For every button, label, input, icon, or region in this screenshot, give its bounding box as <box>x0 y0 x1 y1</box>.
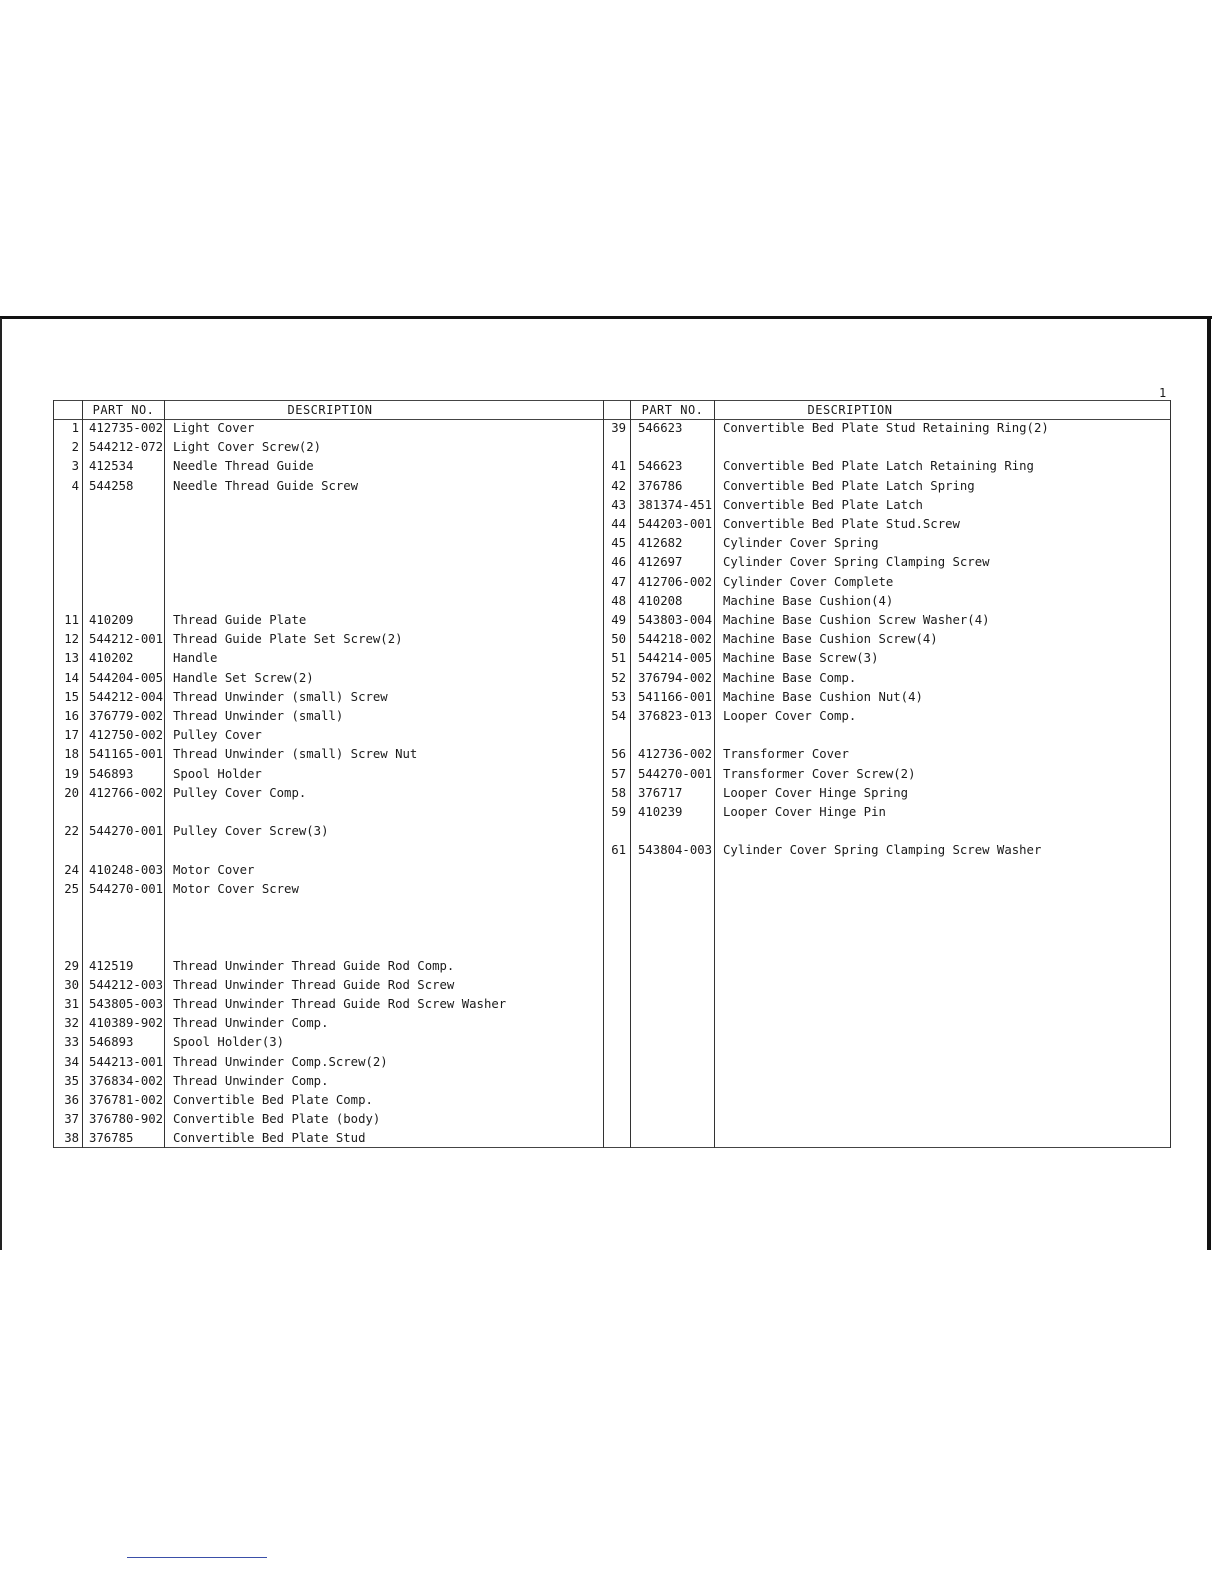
part-number: 541166-001 <box>638 689 713 704</box>
part-description: Convertible Bed Plate Latch <box>723 497 923 512</box>
part-number: 412519 <box>89 958 134 973</box>
part-description: Pulley Cover Comp. <box>173 785 307 800</box>
part-description: Looper Cover Comp. <box>723 709 857 723</box>
part-description: Thread Unwinder (small) <box>173 709 344 723</box>
column-divider <box>53 400 54 1148</box>
part-number: 412682 <box>638 536 683 551</box>
item-number: 39 <box>611 421 626 435</box>
item-number: 57 <box>611 766 626 781</box>
item-number: 17 <box>64 728 79 743</box>
part-description: Thread Unwinder Thread Guide Rod Comp. <box>173 958 455 973</box>
column-divider <box>1170 400 1171 1148</box>
part-description: Handle Set Screw(2) <box>173 670 314 685</box>
part-number: 544270-001 <box>638 766 713 781</box>
part-number: 544213-001 <box>89 1054 164 1069</box>
part-number: 546893 <box>89 1035 134 1050</box>
part-description: Convertible Bed Plate Latch Retaining Ring <box>723 459 1034 474</box>
scan-border-right <box>1207 318 1211 1250</box>
part-description: Thread Unwinder Thread Guide Rod Screw <box>173 977 455 992</box>
item-number: 33 <box>64 1035 79 1050</box>
item-number: 29 <box>64 958 79 973</box>
part-description: Convertible Bed Plate Stud <box>173 1131 366 1146</box>
part-description: Looper Cover Hinge Pin <box>723 805 886 819</box>
item-number: 24 <box>64 862 79 877</box>
part-number: 376823-013 <box>638 709 713 723</box>
item-number: 45 <box>611 536 626 551</box>
item-number: 44 <box>611 517 626 531</box>
item-number: 3 <box>71 459 79 474</box>
part-number: 541165-001 <box>89 747 164 762</box>
part-description: Thread Unwinder Thread Guide Rod Screw Washer <box>173 997 507 1011</box>
item-number: 52 <box>611 670 626 685</box>
item-number: 19 <box>64 766 79 781</box>
item-number: 37 <box>64 1112 79 1127</box>
item-number: 22 <box>64 824 79 839</box>
item-number: 56 <box>611 747 626 762</box>
right-part-no-header: PART NO. <box>641 403 704 417</box>
part-description: Cylinder Cover Spring Clamping Screw <box>723 555 990 570</box>
part-number: 546623 <box>638 459 683 474</box>
part-number: 544214-005 <box>638 651 713 666</box>
part-number: 544212-003 <box>89 977 164 992</box>
left-description-header: DESCRIPTION <box>287 403 373 417</box>
part-number: 376794-002 <box>638 670 713 685</box>
part-description: Cylinder Cover Complete <box>723 574 894 589</box>
item-number: 12 <box>64 632 79 647</box>
scan-border-left <box>0 318 2 1250</box>
item-number: 42 <box>611 478 626 493</box>
part-description: Thread Guide Plate <box>173 613 307 627</box>
part-number: 412534 <box>89 459 134 474</box>
item-number: 30 <box>64 977 79 992</box>
item-number: 25 <box>64 881 79 896</box>
part-number: 412706-002 <box>638 574 713 589</box>
item-number: 41 <box>611 459 626 474</box>
scan-border-top <box>0 316 1212 319</box>
part-number: 412697 <box>638 555 683 570</box>
part-description: Thread Unwinder (small) Screw <box>173 689 388 704</box>
item-number: 31 <box>64 997 79 1011</box>
part-number: 376781-002 <box>89 1093 164 1107</box>
part-description: Needle Thread Guide Screw <box>173 478 359 493</box>
item-number: 32 <box>64 1016 79 1031</box>
item-number: 59 <box>611 805 626 819</box>
part-number: 544218-002 <box>638 632 713 647</box>
part-description: Thread Unwinder (small) Screw Nut <box>173 747 418 762</box>
item-number: 35 <box>64 1073 79 1088</box>
part-number: 376834-002 <box>89 1073 164 1088</box>
part-description: Spool Holder(3) <box>173 1035 285 1050</box>
part-description: Machine Base Cushion Screw Washer(4) <box>723 613 990 627</box>
item-number: 1 <box>71 421 79 435</box>
part-description: Thread Guide Plate Set Screw(2) <box>173 632 403 647</box>
column-divider <box>714 400 715 1148</box>
part-number: 544212-004 <box>89 689 164 704</box>
part-number: 546623 <box>638 421 683 435</box>
part-number: 546893 <box>89 766 134 781</box>
part-description: Convertible Bed Plate Stud Retaining Ring(2) <box>723 421 1049 435</box>
item-number: 43 <box>611 497 626 512</box>
part-number: 543804-003 <box>638 843 713 858</box>
column-divider <box>82 400 83 1148</box>
footnote-rule <box>127 1557 267 1558</box>
part-description: Transformer Cover <box>723 747 849 762</box>
item-number: 46 <box>611 555 626 570</box>
part-number: 544203-001 <box>638 517 713 531</box>
part-description: Thread Unwinder Comp. <box>173 1073 329 1088</box>
part-description: Machine Base Cushion(4) <box>723 593 894 608</box>
part-number: 410248-003 <box>89 862 164 877</box>
part-number: 543803-004 <box>638 613 713 627</box>
part-description: Pulley Cover <box>173 728 262 743</box>
part-description: Machine Base Cushion Screw(4) <box>723 632 938 647</box>
item-number: 34 <box>64 1054 79 1069</box>
part-number: 412735-002 <box>89 421 164 435</box>
part-number: 381374-451 <box>638 497 713 512</box>
part-description: Convertible Bed Plate Latch Spring <box>723 478 975 493</box>
part-description: Convertible Bed Plate (body) <box>173 1112 381 1127</box>
item-number: 49 <box>611 613 626 627</box>
item-number: 58 <box>611 785 626 800</box>
part-description: Spool Holder <box>173 766 262 781</box>
part-description: Cylinder Cover Spring Clamping Screw Washer <box>723 843 1042 858</box>
item-number: 2 <box>71 440 79 455</box>
item-number: 47 <box>611 574 626 589</box>
part-number: 376785 <box>89 1131 134 1146</box>
part-description: Machine Base Comp. <box>723 670 857 685</box>
part-description: Convertible Bed Plate Stud.Screw <box>723 517 960 531</box>
item-number: 53 <box>611 689 626 704</box>
part-description: Machine Base Cushion Nut(4) <box>723 689 923 704</box>
part-description: Needle Thread Guide <box>173 459 314 474</box>
column-divider <box>164 400 165 1148</box>
part-number: 412736-002 <box>638 747 713 762</box>
part-number: 544270-001 <box>89 824 164 839</box>
part-number: 544212-001 <box>89 632 164 647</box>
item-number: 13 <box>64 651 79 666</box>
part-description: Convertible Bed Plate Comp. <box>173 1093 373 1107</box>
item-number: 15 <box>64 689 79 704</box>
item-number: 48 <box>611 593 626 608</box>
part-number: 544204-005 <box>89 670 164 685</box>
item-number: 50 <box>611 632 626 647</box>
part-description: Thread Unwinder Comp. <box>173 1016 329 1031</box>
part-number: 410239 <box>638 805 683 819</box>
item-number: 20 <box>64 785 79 800</box>
item-number: 36 <box>64 1093 79 1107</box>
right-description-header: DESCRIPTION <box>807 403 893 417</box>
item-number: 14 <box>64 670 79 685</box>
item-number: 51 <box>611 651 626 666</box>
part-number: 410202 <box>89 651 134 666</box>
part-number: 376786 <box>638 478 683 493</box>
part-number: 544270-001 <box>89 881 164 896</box>
part-description: Looper Cover Hinge Spring <box>723 785 909 800</box>
part-description: Light Cover Screw(2) <box>173 440 322 455</box>
part-number: 410389-902 <box>89 1016 164 1031</box>
part-description: Cylinder Cover Spring <box>723 536 879 551</box>
part-number: 410209 <box>89 613 134 627</box>
part-description: Machine Base Screw(3) <box>723 651 879 666</box>
parts-list-table <box>53 400 1171 1148</box>
part-number: 410208 <box>638 593 683 608</box>
part-description: Motor Cover Screw <box>173 881 299 896</box>
item-number: 4 <box>71 478 79 493</box>
part-number: 412750-002 <box>89 728 164 743</box>
part-number: 543805-003 <box>89 997 164 1011</box>
part-description: Thread Unwinder Comp.Screw(2) <box>173 1054 388 1069</box>
column-divider <box>630 400 631 1148</box>
part-number: 544258 <box>89 478 134 493</box>
part-number: 376780-902 <box>89 1112 164 1127</box>
part-number: 544212-072 <box>89 440 164 455</box>
part-description: Pulley Cover Screw(3) <box>173 824 329 839</box>
part-number: 412766-002 <box>89 785 164 800</box>
part-number: 376779-002 <box>89 709 164 723</box>
item-number: 11 <box>64 613 79 627</box>
part-description: Transformer Cover Screw(2) <box>723 766 916 781</box>
part-description: Handle <box>173 651 218 666</box>
item-number: 38 <box>64 1131 79 1146</box>
part-description: Light Cover <box>173 421 255 435</box>
item-number: 61 <box>611 843 626 858</box>
item-number: 18 <box>64 747 79 762</box>
part-number: 376717 <box>638 785 683 800</box>
page-number: 1 <box>1159 386 1167 400</box>
item-number: 16 <box>64 709 79 723</box>
part-description: Motor Cover <box>173 862 255 877</box>
left-part-no-header: PART NO. <box>92 403 155 417</box>
item-number: 54 <box>611 709 626 723</box>
